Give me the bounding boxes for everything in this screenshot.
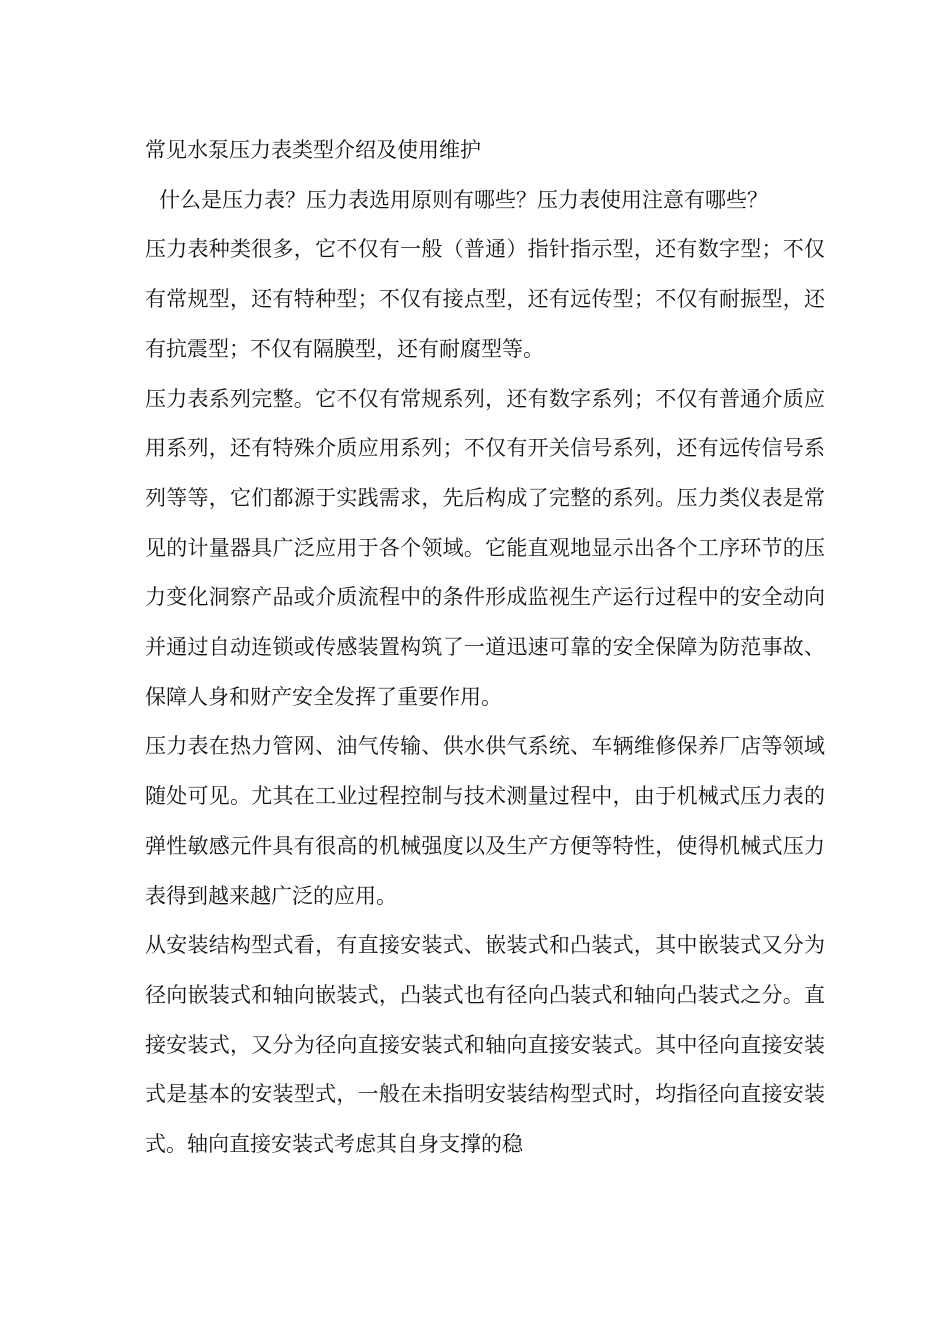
paragraph-types: 压力表种类很多，它不仅有一般（普通）指针指示型，还有数字型；不仅有常规型，还有特种型；不仅有接点型，还有远传型；不仅有耐振型，还有抗震型；不仅有隔膜型，还有耐腐型等。 xyxy=(145,237,825,361)
document-title: 常见水泵压力表类型介绍及使用维护 xyxy=(145,138,481,162)
document-body xyxy=(145,126,825,1170)
paragraph-series: 压力表系列完整。它不仅有常规系列，还有数字系列；不仅有普通介质应用系列，还有特殊介质应用系列；不仅有开关信号系列，还有远传信号系列等等，它们都源于实践需求，先后构成了完整的系列。压力类仪表是常见的计量器具广泛应用于各个领域。它能直观地显示出各个工序环节的压力变化洞察产品或介质流程中的条件形成监视生产运行过程中的安全动向并通过自动连锁或传感装置构筑了一道迅速可靠的安全保障为防范事故、保障人身和财产安全发挥了重要作用。 xyxy=(145,386,825,709)
intro-question-paragraph: 什么是压力表？压力表选用原则有哪些？压力表使用注意有哪些？ xyxy=(159,187,768,212)
paragraph-installation: 从安装结构型式看，有直接安装式、嵌装式和凸装式，其中嵌装式又分为径向嵌装式和轴向嵌装式，凸装式也有径向凸装式和轴向凸装式之分。直接安装式，又分为径向直接安装式和轴向直接安装式。其中径向直接安装式是基本的安装型式，一般在未指明安装结构型式时，均指径向直接安装式。轴向直接安装式考虑其自身支撑的稳 xyxy=(145,933,825,1157)
paragraph-applications: 压力表在热力管网、油气传输、供水供气系统、车辆维修保养厂店等领域随处可见。尤其在工业过程控制与技术测量过程中，由于机械式压力表的弹性敏感元件具有很高的机械强度以及生产方便等特性，使得机械式压力表得到越来越广泛的应用。 xyxy=(145,734,825,908)
